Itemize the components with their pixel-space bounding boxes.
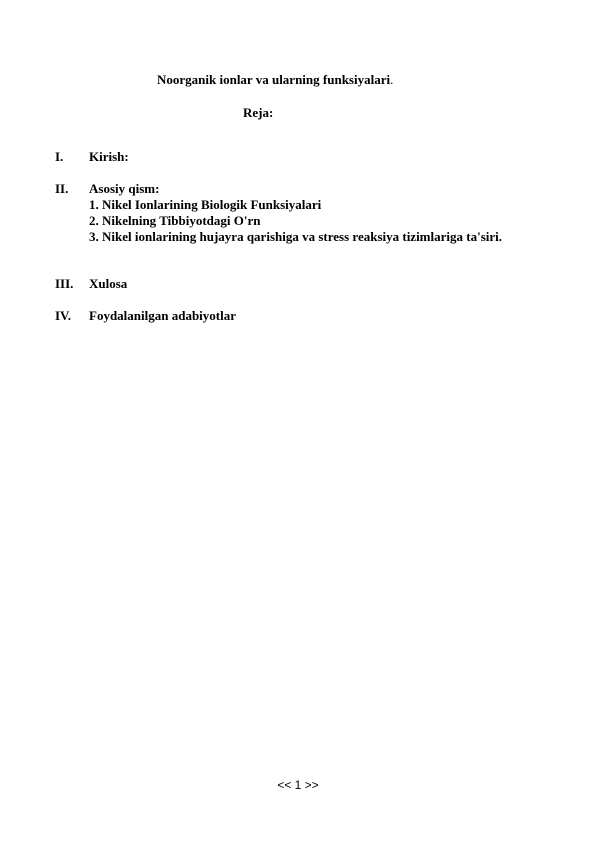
section-4-numeral: IV. — [55, 308, 72, 323]
section-2-numeral: II. — [55, 181, 69, 196]
title-text: Noorganik ionlar va ularning funksiyalari — [157, 72, 391, 87]
section-3-label: Xulosa — [89, 276, 128, 291]
section-1-numeral: I. — [55, 149, 64, 164]
section-1-label: Kirish: — [89, 149, 129, 164]
plan-heading: Reja: — [243, 105, 274, 120]
section-2-label: Asosiy qism: — [89, 181, 160, 196]
page-number-footer: << 1 >> — [277, 778, 319, 792]
section-2-item-3: 3. Nikel ionlarining hujayra qarishiga va stress reaksiya tizimlariga ta'siri. — [89, 229, 502, 244]
section-2-item-2: 2. Nikelning Tibbiyotdagi O'rn — [89, 213, 261, 228]
document-title — [157, 72, 393, 88]
title-period: . — [390, 72, 394, 87]
section-4-label: Foydalanilgan adabiyotlar — [89, 308, 236, 323]
section-2-item-1: 1. Nikel Ionlarining Biologik Funksiyalari — [89, 197, 322, 212]
section-3-numeral: III. — [55, 276, 74, 291]
